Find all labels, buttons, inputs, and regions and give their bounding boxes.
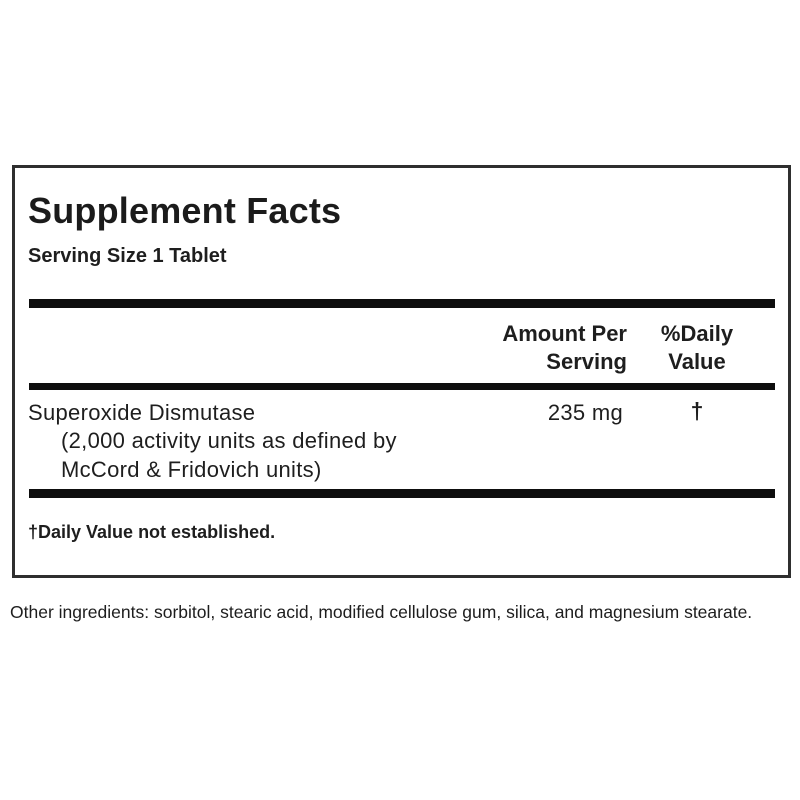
- daily-value-header: [647, 320, 747, 376]
- thick-divider-top: [29, 299, 775, 308]
- nutrient-detail-line2: McCord & Fridovich units): [61, 457, 322, 482]
- nutrient-detail-line1: (2,000 activity units as defined by: [61, 428, 397, 453]
- amount-per-serving-header-line2: Serving: [546, 349, 627, 374]
- serving-size-text: Serving Size 1 Tablet: [28, 245, 227, 267]
- daily-value-header-line2: Value: [668, 349, 726, 374]
- thick-divider-header: [29, 383, 775, 390]
- thick-divider-bottom: [29, 489, 775, 498]
- nutrient-daily-value-dagger: †: [690, 398, 704, 424]
- daily-value-footnote: †Daily Value not established.: [28, 522, 276, 542]
- supplement-facts-panel: [12, 165, 791, 578]
- nutrient-name: Superoxide Dismutase: [28, 400, 256, 425]
- amount-per-serving-header: [502, 320, 627, 376]
- daily-value-header-line1: %Daily: [660, 321, 734, 346]
- supplement-facts-title: Supplement Facts: [28, 190, 342, 231]
- nutrient-amount: 235 mg: [547, 400, 623, 425]
- other-ingredients-text: Other ingredients: sorbitol, stearic acid, modified cellulose gum, silica, and magnesium stearate.: [10, 602, 753, 622]
- amount-per-serving-header-line1: Amount Per: [502, 321, 627, 346]
